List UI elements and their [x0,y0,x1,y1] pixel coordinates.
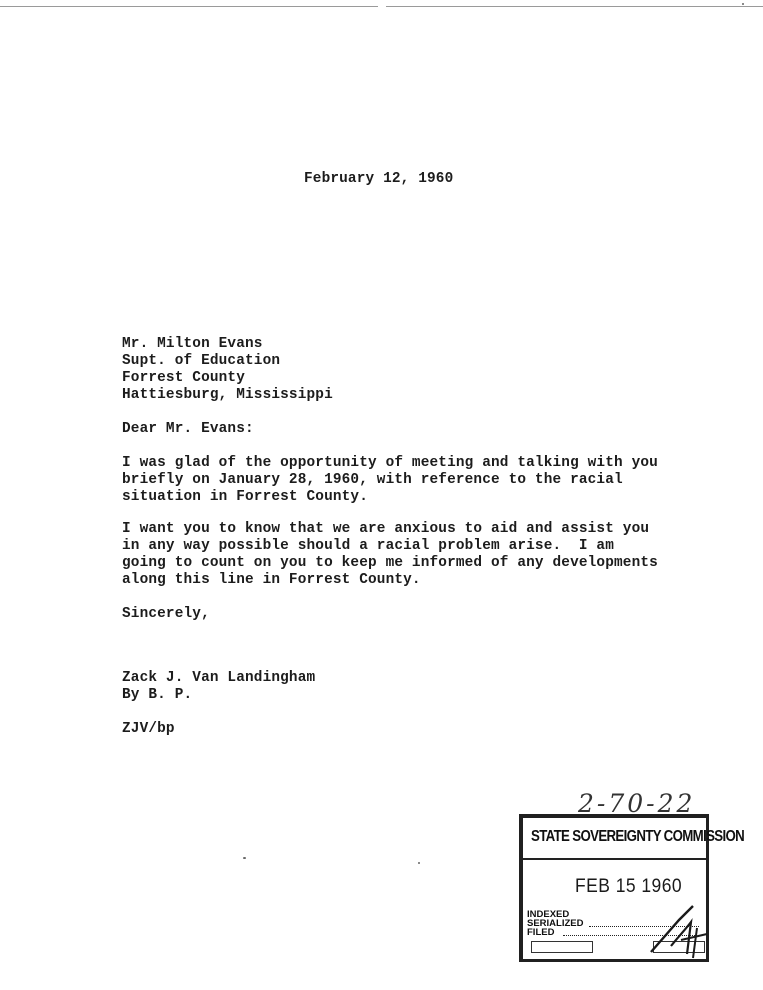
scan-speck [742,3,744,5]
stamp-divider [523,858,706,860]
address-line-title: Supt. of Education [122,353,281,369]
address-line-name: Mr. Milton Evans [122,336,263,352]
typist-initials: ZJV/bp [122,721,175,737]
stamp-box [531,941,593,953]
top-edge-rule [0,6,378,7]
stamp-date: FEB 15 1960 [575,876,683,897]
received-stamp [519,814,745,962]
top-edge-rule-right [386,6,763,7]
signer-name: Zack J. Van Landingham [122,670,316,686]
stamp-agency: STATE SOVEREIGNTY COMMISSION [531,828,745,845]
paragraph-2-line: going to count on you to keep me informed of any developments [122,555,658,571]
paragraph-1-line: briefly on January 28, 1960, with reference to the racial [122,472,623,488]
closing: Sincerely, [122,606,210,622]
handwritten-initials-mark [641,900,711,960]
signed-by: By B. P. [122,687,193,703]
handwritten-file-reference: 2-70-22 [578,789,696,818]
scan-speck [418,862,420,864]
paragraph-2-line: I want you to know that we are anxious to aid and assist you [122,521,650,537]
stamp-field-serialized: SERIALIZED [527,918,584,929]
paragraph-2-line: in any way possible should a racial problem arise. I am [122,538,615,554]
letter-date: February 12, 1960 [304,171,454,187]
paragraph-1-line: I was glad of the opportunity of meeting and talking with you [122,455,658,471]
stamp-field-filed: FILED [527,927,555,938]
scan-speck [243,857,246,859]
address-line-county: Forrest County [122,370,246,386]
stamp-field-indexed: INDEXED [527,909,570,920]
address-line-city: Hattiesburg, Mississippi [122,387,333,403]
paragraph-2-line: along this line in Forrest County. [122,572,421,588]
paragraph-1-line: situation in Forrest County. [122,489,369,505]
salutation: Dear Mr. Evans: [122,421,254,437]
